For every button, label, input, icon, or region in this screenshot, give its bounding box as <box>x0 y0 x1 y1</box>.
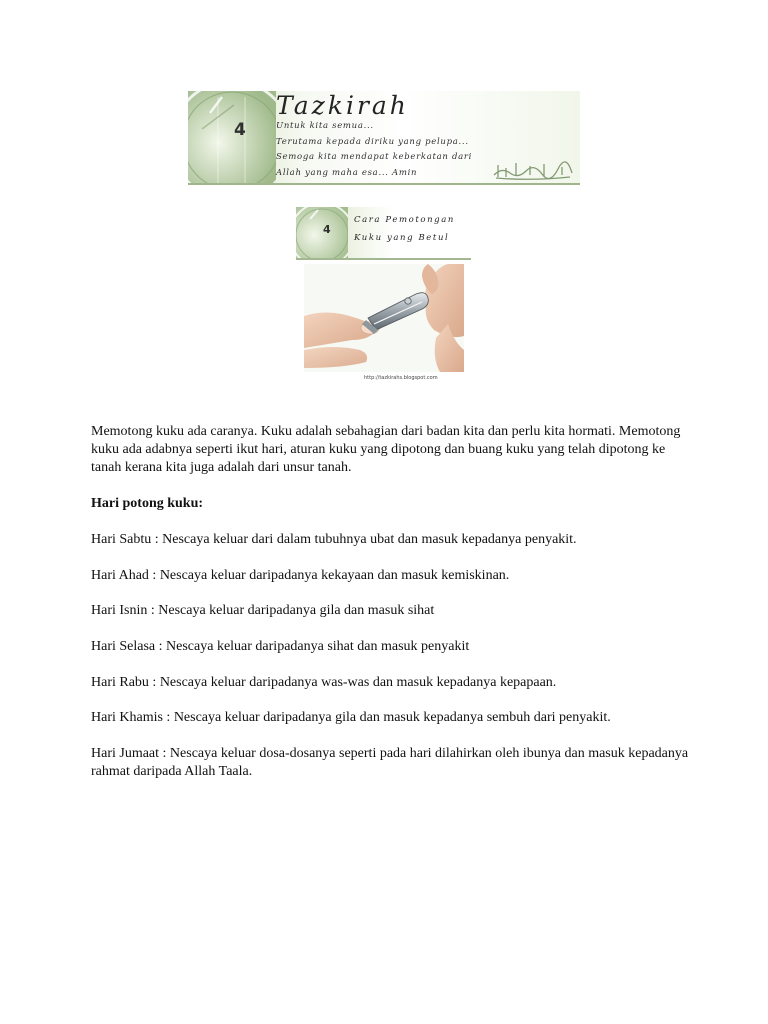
clock-icon <box>188 91 276 185</box>
nail-cutting-photo <box>296 207 471 382</box>
calligraphy-icon <box>492 159 574 181</box>
clock-icon <box>296 207 348 258</box>
day-item-isnin: Hari Isnin : Nescaya keluar daripadanya gila dan masuk sihat <box>91 603 435 618</box>
photo-title-line-1: Cara Pemotongan <box>354 215 455 225</box>
banner-title: Tazkirah <box>276 91 409 120</box>
intro-paragraph: Memotong kuku ada caranya. Kuku adalah sebahagian dari badan kita dan perlu kita hormati. Memotong kuku ada adabnya seperti ikut hari, aturan kuku yang dipotong dan buang kuku yang telah dipotong ke tanah kerana kita juga adalah dari unsur tanah. <box>91 424 681 475</box>
day-item-jumaat: Hari Jumaat : Nescaya keluar dosa-dosanya seperti pada hari dilahirkan oleh ibunya dan masuk kepadanya rahmat daripada Allah Taala. <box>91 746 689 779</box>
day-item-selasa: Hari Selasa : Nescaya keluar daripadanya sihat dan masuk penyakit <box>91 639 470 654</box>
day-item-khamis: Hari Khamis : Nescaya keluar daripadanya gila dan masuk kepadanya sembuh dari penyakit. <box>91 710 611 725</box>
clock-digit: 4 <box>234 120 246 140</box>
banner-divider <box>188 183 580 185</box>
day-item-rabu: Hari Rabu : Nescaya keluar daripadanya was-was dan masuk kepadanya kepapaan. <box>91 675 557 690</box>
days-heading: Hari potong kuku: <box>91 496 204 511</box>
clock-digit: 4 <box>323 223 331 236</box>
photo-url: http://tazkirahs.blogspot.com <box>364 375 438 381</box>
day-item-ahad: Hari Ahad : Nescaya keluar daripadanya kekayaan dan masuk kemiskinan. <box>91 568 510 583</box>
hand-clipper-image <box>304 264 464 372</box>
photo-header-divider <box>296 258 471 260</box>
banner-line-3: Semoga kita mendapat keberkatan dari <box>276 152 473 162</box>
banner-line-4: Allah yang maha esa... Amin <box>276 168 418 178</box>
photo-title-line-2: Kuku yang Betul <box>354 233 450 243</box>
banner-line-1: Untuk kita semua... <box>276 121 374 131</box>
day-item-sabtu: Hari Sabtu : Nescaya keluar dari dalam tubuhnya ubat dan masuk kepadanya penyakit. <box>91 532 577 547</box>
banner-line-2: Terutama kepada diriku yang pelupa... <box>276 137 469 147</box>
photo-header <box>296 207 471 258</box>
tazkirah-banner <box>188 91 580 185</box>
